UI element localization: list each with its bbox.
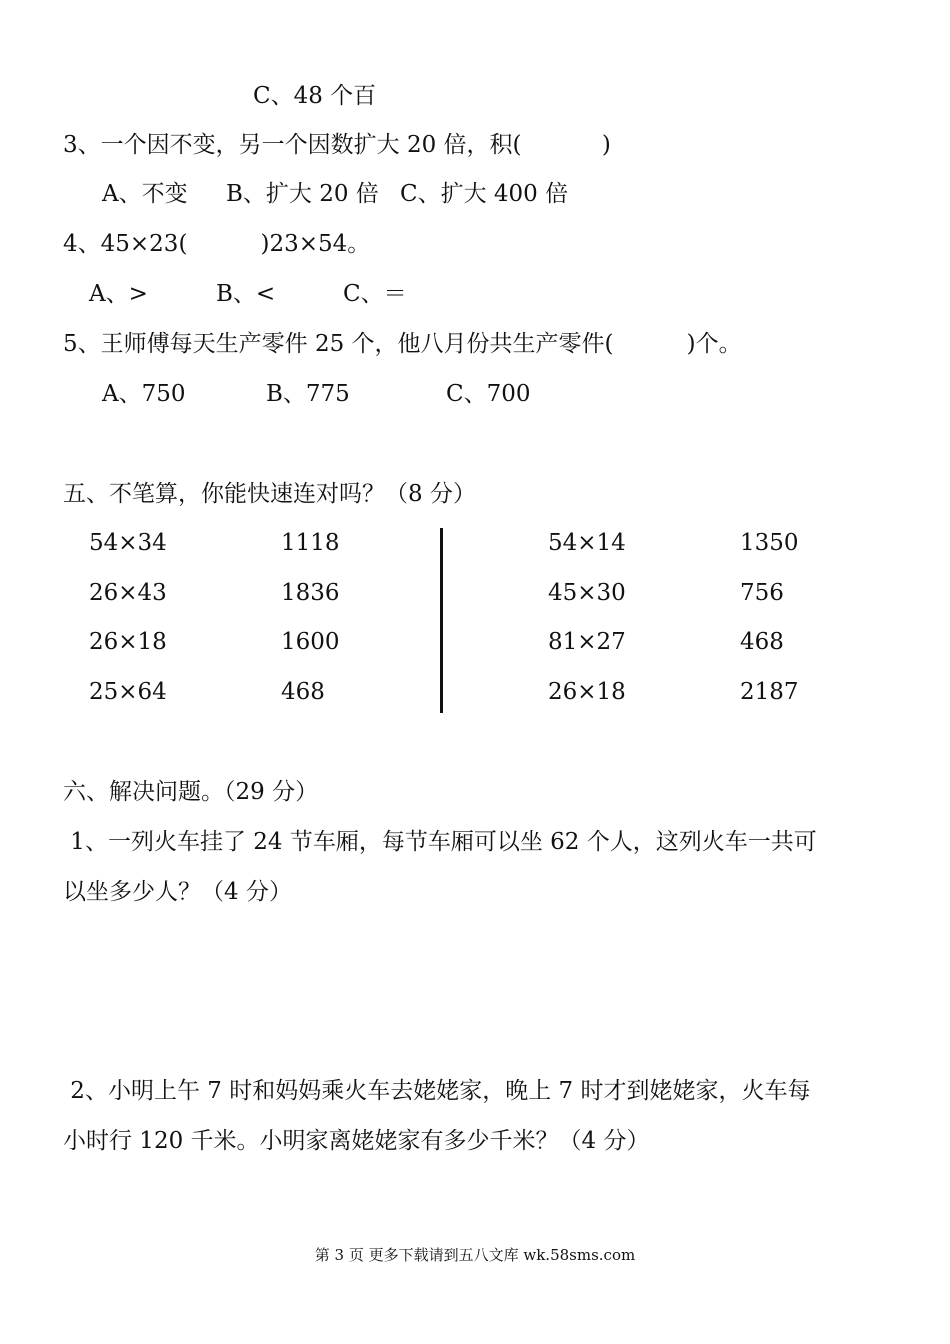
left-expression: 26×43 <box>89 580 167 606</box>
q2-option-c: C、48 个百 <box>253 83 377 109</box>
right-answer: 2187 <box>740 679 799 705</box>
left-answer: 1600 <box>281 629 340 655</box>
left-answer: 468 <box>281 679 325 705</box>
q4-stem: 4、45×23( )23×54。 <box>63 231 371 257</box>
right-expression: 54×14 <box>548 530 626 556</box>
left-answer: 1118 <box>281 530 340 556</box>
q5-option-b: B、775 <box>266 381 350 407</box>
left-expression: 54×34 <box>89 530 167 556</box>
q5-stem: 5、王师傅每天生产零件 25 个，他八月份共生产零件( )个。 <box>63 331 742 357</box>
q3-stem: 3、一个因不变，另一个因数扩大 20 倍，积( ) <box>63 132 611 158</box>
q5-option-c: C、700 <box>446 381 531 407</box>
column-divider <box>440 528 443 713</box>
page-footer: 第 3 页 更多下载请到五八文库 wk.58sms.com <box>314 1246 636 1264</box>
q3-option-c: C、扩大 400 倍 <box>400 181 569 207</box>
problem1-line2: 以坐多少人？（4 分） <box>63 879 292 905</box>
q4-option-c: C、＝ <box>343 281 407 307</box>
q4-option-a: A、> <box>89 281 148 307</box>
left-expression: 25×64 <box>89 679 167 705</box>
right-answer: 1350 <box>740 530 799 556</box>
left-expression: 26×18 <box>89 629 167 655</box>
q4-option-b: B、< <box>216 281 276 307</box>
right-expression: 81×27 <box>548 629 626 655</box>
problem2-line1: 2、小明上午 7 时和妈妈乘火车去姥姥家，晚上 7 时才到姥姥家，火车每 <box>63 1078 811 1104</box>
right-answer: 756 <box>740 580 784 606</box>
q5-option-a: A、750 <box>102 381 186 407</box>
section6-title: 六、解决问题。（29 分） <box>63 779 319 805</box>
q3-option-a: A、不变 <box>102 181 188 207</box>
q3-option-b: B、扩大 20 倍 <box>226 181 379 207</box>
right-expression: 45×30 <box>548 580 626 606</box>
problem2-line2: 小时行 120 千米。小明家离姥姥家有多少千米？（4 分） <box>63 1128 650 1154</box>
problem1-line1: 1、一列火车挂了 24 节车厢，每节车厢可以坐 62 个人，这列火车一共可 <box>63 829 817 855</box>
right-answer: 468 <box>740 629 784 655</box>
section5-title: 五、不笔算，你能快速连对吗？（8 分） <box>63 481 476 507</box>
left-answer: 1836 <box>281 580 340 606</box>
right-expression: 26×18 <box>548 679 626 705</box>
